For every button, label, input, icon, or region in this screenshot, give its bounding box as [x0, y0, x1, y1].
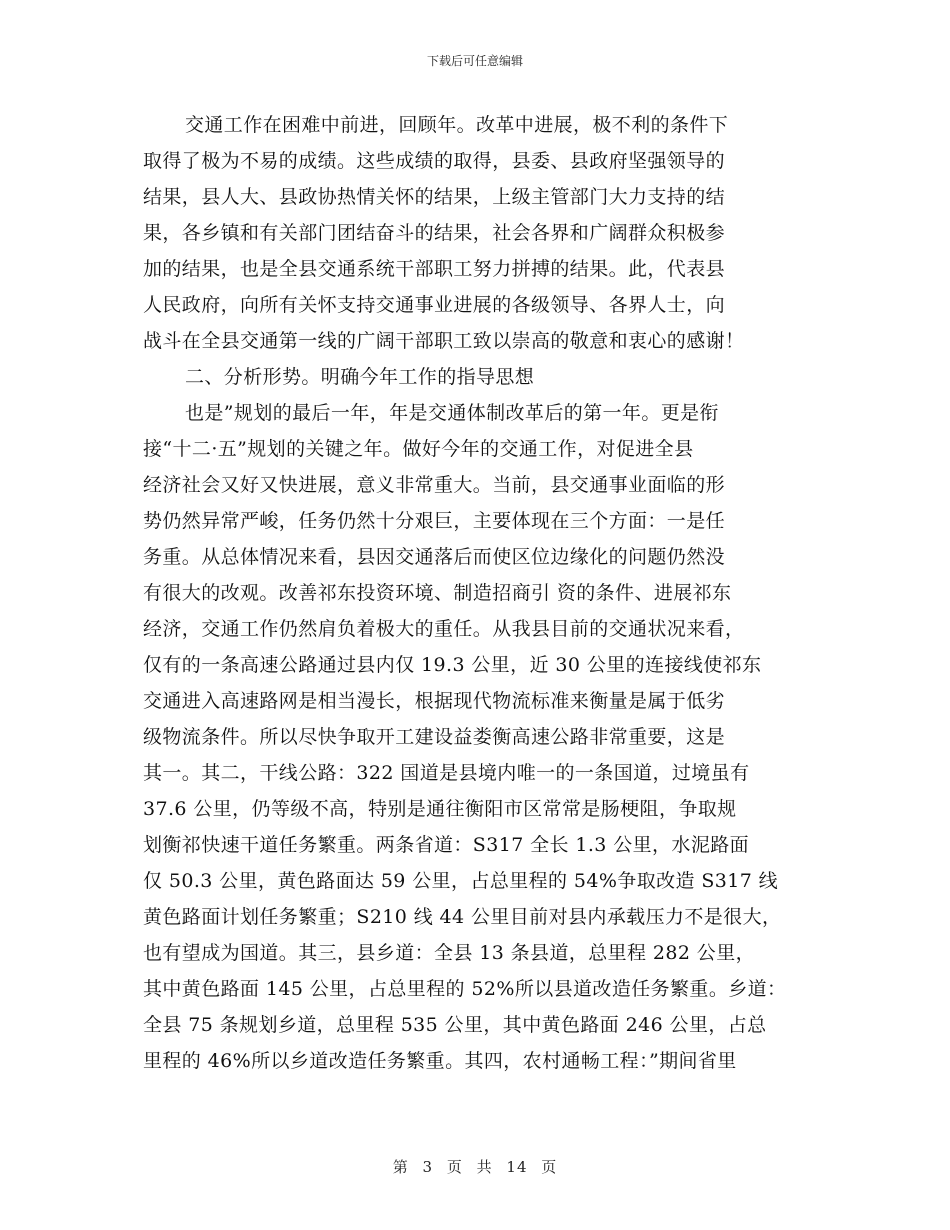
- section-heading: 二、分析形势。明确今年工作的指导思想: [185, 366, 535, 388]
- current-page-number: 3: [422, 1158, 434, 1176]
- body-line: 仅有的一条高速公路通过县内仅 19.3 公里，近 30 公里的连接线使祁东: [143, 654, 762, 676]
- body-line: 黄色路面计划任务繁重；S210 线 44 公里目前对县内承载压力不是很大，: [143, 906, 782, 928]
- body-line: 交通工作在困难中前进，回顾年。改革中进展，极不利的条件下: [185, 114, 729, 136]
- footer-suffix: 页: [541, 1158, 558, 1176]
- body-line: 人民政府，向所有关怀支持交通事业进展的各级领导、各界人士，向: [143, 294, 726, 316]
- body-line: 全县 75 条规划乡道，总里程 535 公里，其中黄色路面 246 公里，占总: [143, 1014, 767, 1036]
- body-line: 其中黄色路面 145 公里，占总里程的 52%所以县道改造任务繁重。乡道：: [143, 978, 787, 1000]
- body-line: 务重。从总体情况来看，县因交通落后而使区位边缘化的问题仍然没: [143, 546, 726, 568]
- body-line: 势仍然异常严峻，任务仍然十分艰巨，主要体现在三个方面：一是任: [143, 510, 726, 532]
- body-line: 其一。其二，干线公路：322 国道是县境内唯一的一条国道，过境虽有: [143, 762, 750, 784]
- body-line: 经济社会又好又快进展，意义非常重大。当前，县交通事业面临的形: [143, 474, 726, 496]
- document-body: [143, 107, 823, 1079]
- body-line: 也是”规划的最后一年，年是交通体制改革后的第一年。更是衔: [185, 402, 719, 424]
- body-line: 仅 50.3 公里，黄色路面达 59 公里，占总里程的 54%争取改造 S317 线: [143, 870, 779, 892]
- page-number-footer: [0, 1156, 950, 1177]
- page-header-note: 下载后可任意编辑: [426, 54, 523, 68]
- body-line: 战斗在全县交通第一线的广阔干部职工致以崇高的敬意和衷心的感谢！: [143, 330, 745, 352]
- body-line: 加的结果，也是全县交通系统干部职工努力拼搏的结果。此，代表县: [143, 258, 726, 280]
- body-line: 果，各乡镇和有关部门团结奋斗的结果，社会各界和广阔群众积极参: [143, 222, 726, 244]
- body-line: 也有望成为国道。其三，县乡道：全县 13 条县道，总里程 282 公里，: [143, 942, 756, 964]
- footer-total-word: 共: [476, 1158, 493, 1176]
- body-line: 划衡祁快速干道任务繁重。两条省道：S317 全长 1.3 公里，水泥路面: [143, 834, 750, 856]
- body-line: 结果，县人大、县政协热情关怀的结果，上级主管部门大力支持的结: [143, 186, 726, 208]
- body-line: 经济，交通工作仍然肩负着极大的重任。从我县目前的交通状况来看，: [143, 618, 745, 640]
- body-line: 交通进入高速路网是相当漫长，根据现代物流标准来衡量是属于低劣: [143, 690, 726, 712]
- footer-page-word: 页: [446, 1158, 463, 1176]
- body-line: 有很大的改观。改善祁东投资环境、制造招商引 资的条件、进展祁东: [143, 582, 732, 604]
- body-line: 里程的 46%所以乡道改造任务繁重。其四，农村通畅工程：”期间省里: [143, 1050, 737, 1072]
- body-line: 级物流条件。所以尽快争取开工建设益娄衡高速公路非常重要，这是: [143, 726, 726, 748]
- body-line: 37.6 公里，仍等级不高，特别是通往衡阳市区常常是肠梗阻，争取规: [143, 798, 737, 820]
- body-line: 取得了极为不易的成绩。这些成绩的取得，县委、县政府坚强领导的: [143, 150, 726, 172]
- body-line: 接“十二·五”规划的关键之年。做好今年的交通工作，对促进全县: [143, 438, 694, 460]
- footer-prefix: 第: [392, 1158, 409, 1176]
- total-page-count: 14: [506, 1158, 528, 1176]
